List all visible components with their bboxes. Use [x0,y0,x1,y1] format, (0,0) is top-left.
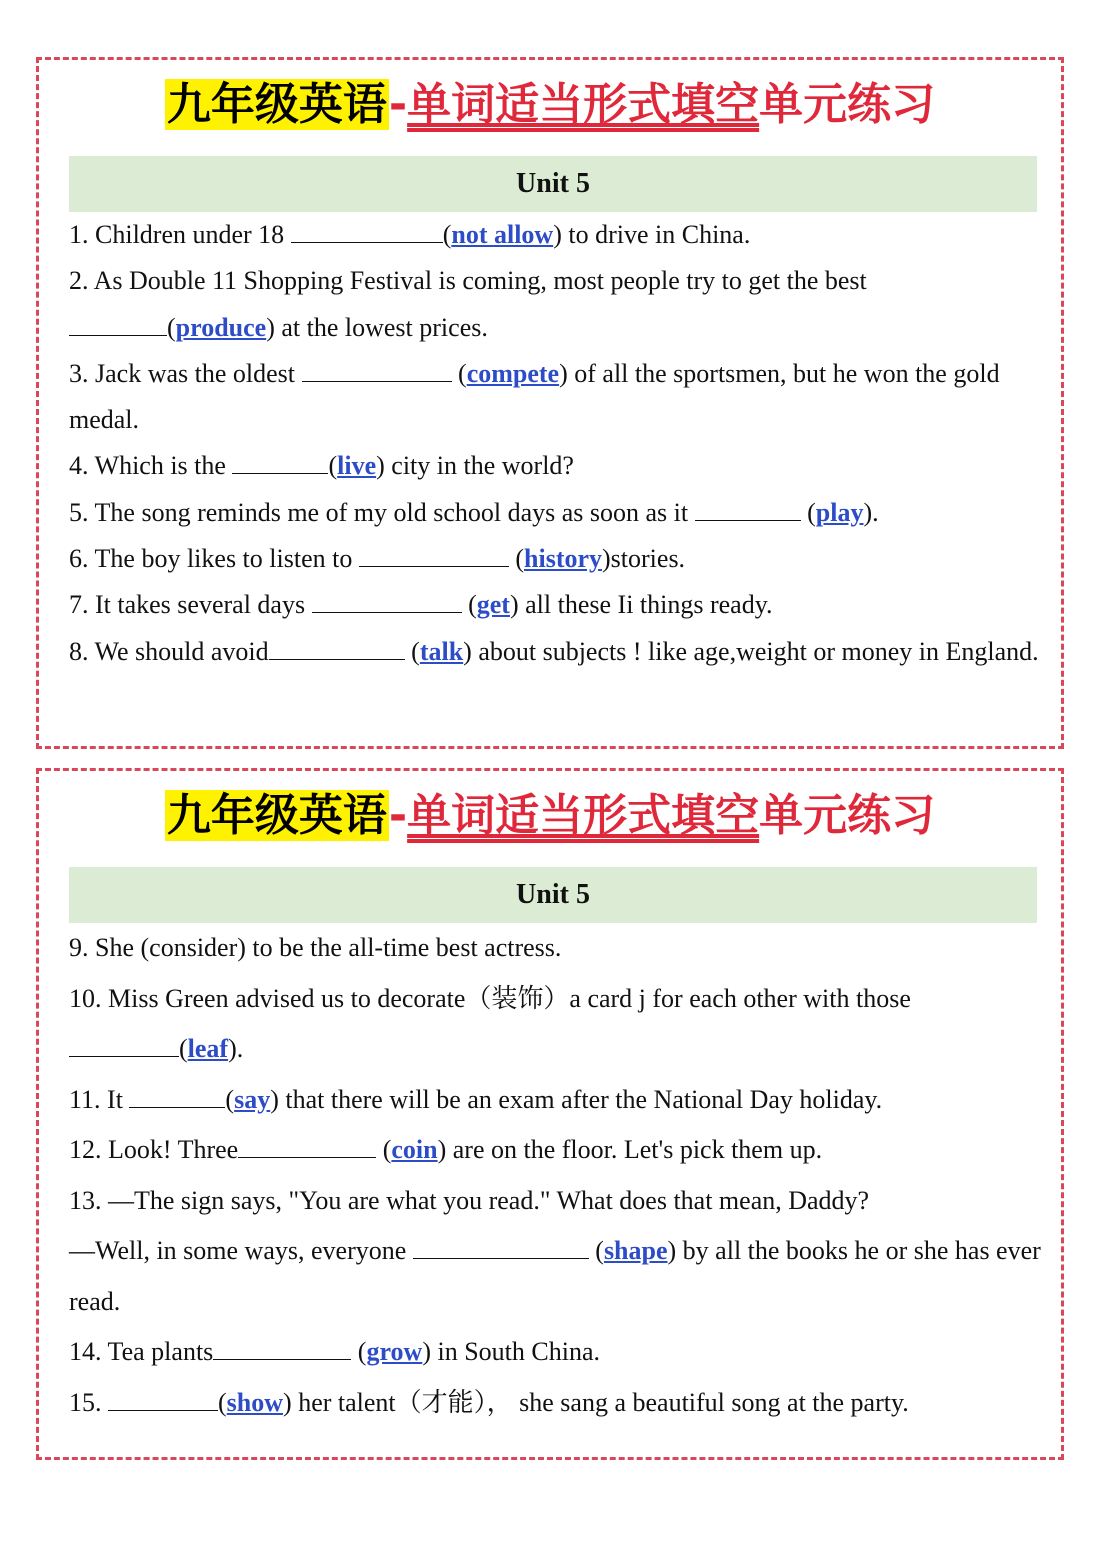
word-hint: show [226,1387,284,1417]
answer-blank[interactable] [413,1236,589,1259]
title-dash: - [388,79,408,130]
word-hint: history [524,544,603,574]
word-hint: play [815,497,864,527]
question-11: 11. It (say) that there will be an exam after the National Day holiday. [69,1084,883,1114]
question-2: 2. As Double 11 Shopping Festival is coming, most people try to get the best (produce) at the lowest prices. [69,266,867,342]
exercise-card-1 [36,57,1064,749]
word-hint: grow [366,1337,423,1366]
answer-blank[interactable] [359,544,509,567]
word-hint: produce [175,312,267,342]
answer-blank[interactable] [291,220,443,243]
answer-blank[interactable] [69,1034,179,1057]
title-tail: 单元练习 [759,79,936,130]
sheet-title [39,783,1061,849]
word-hint: talk [419,636,464,666]
question-9: 9. She (consider) to be the all-time best actress. [69,933,562,962]
title-main: 单词适当形式填空 [407,79,760,130]
title-highlight: 九年级英语 [166,790,387,841]
question-13: 13. —The sign says, "You are what you read." What does that mean, Daddy? —Well, in some ways, everyone (shape) by all the books he or she has ever read. [69,1185,1041,1316]
word-hint: leaf [187,1034,229,1063]
answer-blank[interactable] [302,359,452,382]
question-3: 3. Jack was the oldest (compete) of all the sportsmen, but he won the gold medal. [69,358,1000,435]
word-hint: get [476,590,510,620]
word-hint: compete [466,358,560,388]
question-15: 15. (show) her talent（才能）， she sang a beautiful song at the party. [69,1387,909,1417]
question-10: 10. Miss Green advised us to decorate（装饰）a card j for each other with those (leaf). [69,983,911,1063]
question-6: 6. The boy likes to listen to (history)stories. [69,544,686,574]
answer-blank[interactable] [69,313,167,336]
title-dash: - [388,790,408,841]
question-7: 7. It takes several days (get) all these Ii things ready. [69,590,773,620]
title-main: 单词适当形式填空 [407,790,760,841]
sheet-title [39,72,1061,138]
title-highlight: 九年级英语 [166,79,387,130]
question-list [69,923,1049,1428]
answer-blank[interactable] [108,1388,218,1411]
answer-blank[interactable] [269,637,405,660]
question-4: 4. Which is the (live) city in the world? [69,451,574,481]
unit-header: Unit 5 [69,156,1037,212]
answer-blank[interactable] [238,1135,376,1158]
word-hint: say [234,1084,271,1114]
question-12: 12. Look! Three (coin) are on the floor. Let's pick them up. [69,1135,823,1164]
answer-blank[interactable] [312,590,462,613]
question-5: 5. The song reminds me of my old school days as soon as it (play). [69,497,879,527]
answer-blank[interactable] [232,451,328,474]
answer-blank[interactable] [129,1085,225,1108]
question-14: 14. Tea plants (grow) in South China. [69,1337,600,1366]
word-hint: live [337,451,377,481]
exercise-card-2 [36,768,1064,1460]
unit-header: Unit 5 [69,867,1037,923]
word-hint: not allow [451,220,554,249]
question-1: 1. Children under 18 (not allow) to drive in China. [69,220,751,249]
title-tail: 单元练习 [759,790,936,841]
answer-blank[interactable] [695,498,801,521]
answer-blank[interactable] [213,1337,351,1360]
word-hint: coin [391,1135,438,1164]
word-hint: shape [603,1236,668,1265]
question-list [69,212,1049,675]
question-8: 8. We should avoid (talk) about subjects ! like age,weight or money in England. [69,636,1039,666]
